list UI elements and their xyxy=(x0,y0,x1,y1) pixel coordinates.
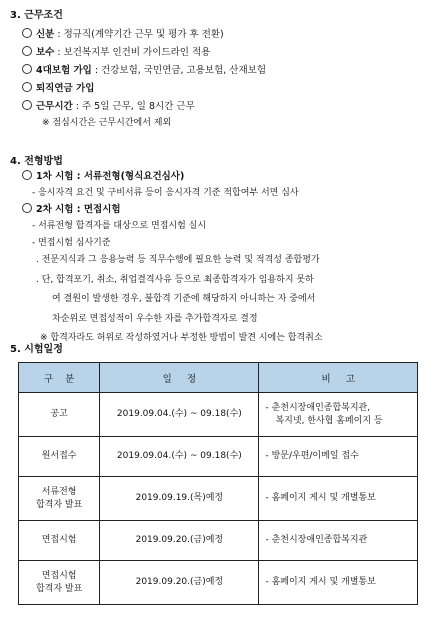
row-note: - 홈페이지 게시 및 개별통보 xyxy=(259,561,418,605)
header-category: 구 분 xyxy=(19,363,100,393)
second-exam: 2차 시험 : 면접시험 xyxy=(22,201,121,215)
header-note: 비 고 xyxy=(259,363,418,393)
row-note: - 홈페이지 게시 및 개별통보 xyxy=(259,477,418,521)
criteria-bullet2c: 차순위로 면접성적이 우수한 자를 추가합격자로 결정 xyxy=(52,314,258,324)
circle-bullet-icon xyxy=(22,203,32,213)
circle-bullet-icon xyxy=(22,82,32,92)
second-exam-desc2: - 면접시험 심사기준 xyxy=(32,238,111,248)
criteria-bullet1: . 전문지식과 그 응용능력 등 직무수행에 필요한 능력 및 적격성 종합평가 xyxy=(36,255,320,265)
criteria-bullet2b: 여 결원이 발생한 경우, 불합격 기준에 해당하지 아니하는 자 중에서 xyxy=(52,294,316,304)
row-item: 면접시험 xyxy=(19,521,100,561)
row-item: 면접시험 합격자 발표 xyxy=(19,561,100,605)
table-row xyxy=(19,477,418,521)
row-note: - 방문/우편/이메일 접수 xyxy=(259,437,418,477)
table-row xyxy=(19,437,418,477)
table-row xyxy=(19,561,418,605)
lunch-note: ※ 점심시간은 근무시간에서 제외 xyxy=(42,118,172,128)
row-item: 원서접수 xyxy=(19,437,100,477)
cancel-note: ※ 합격자라도 허위로 작성하였거나 부정한 방법이 발견 시에는 합격취소 xyxy=(40,333,323,343)
condition-pay: 보수 : 보건복지부 인건비 가이드라인 적용 xyxy=(22,44,210,58)
table-row xyxy=(19,393,418,437)
row-item: 공고 xyxy=(19,393,100,437)
condition-pension: 퇴직연금 가입 xyxy=(22,80,94,94)
schedule-table xyxy=(18,362,418,605)
first-exam: 1차 시험 : 서류전형(형식요건심사) xyxy=(22,168,184,182)
header-date: 일 정 xyxy=(100,363,259,393)
section3-title: 3. 근무조건 xyxy=(10,10,63,21)
table-header-row xyxy=(19,363,418,393)
first-exam-desc: - 응시자격 요건 및 구비서류 등이 응시자격 기준 적합여부 서면 심사 xyxy=(32,188,299,198)
row-note: - 춘천시장애인종합복지관, 복지넷, 한사협 홈페이지 등 xyxy=(259,393,418,437)
row-date: 2019.09.19.(목)예정 xyxy=(100,477,259,521)
row-note: - 춘천시장애인종합복지관 xyxy=(259,521,418,561)
row-date: 2019.09.04.(수) ~ 09.18(수) xyxy=(100,393,259,437)
condition-insurance: 4대보험 가입 : 건강보험, 국민연금, 고용보험, 산재보험 xyxy=(22,62,266,76)
condition-status: 신분 : 정규직(계약기간 근무 및 평가 후 전환) xyxy=(22,26,224,40)
criteria-bullet2a: . 단, 합격포기, 취소, 취업결격사유 등으로 최종합격자가 임용하지 못하 xyxy=(36,275,314,285)
section4-title: 4. 전형방법 xyxy=(10,156,63,167)
circle-bullet-icon xyxy=(22,100,32,110)
row-date: 2019.09.04.(수) ~ 09.18(수) xyxy=(100,437,259,477)
circle-bullet-icon xyxy=(22,46,32,56)
row-item: 서류전형 합격자 발표 xyxy=(19,477,100,521)
condition-hours: 근무시간 : 주 5일 근무, 일 8시간 근무 xyxy=(22,98,195,112)
circle-bullet-icon xyxy=(22,170,32,180)
table-row xyxy=(19,521,418,561)
row-date: 2019.09.20.(금)예정 xyxy=(100,521,259,561)
second-exam-desc1: - 서류전형 합격자를 대상으로 면접시험 실시 xyxy=(32,221,207,231)
circle-bullet-icon xyxy=(22,64,32,74)
circle-bullet-icon xyxy=(22,28,32,38)
row-date: 2019.09.20.(금)예정 xyxy=(100,561,259,605)
section5-title: 5. 시험일정 xyxy=(10,344,63,355)
